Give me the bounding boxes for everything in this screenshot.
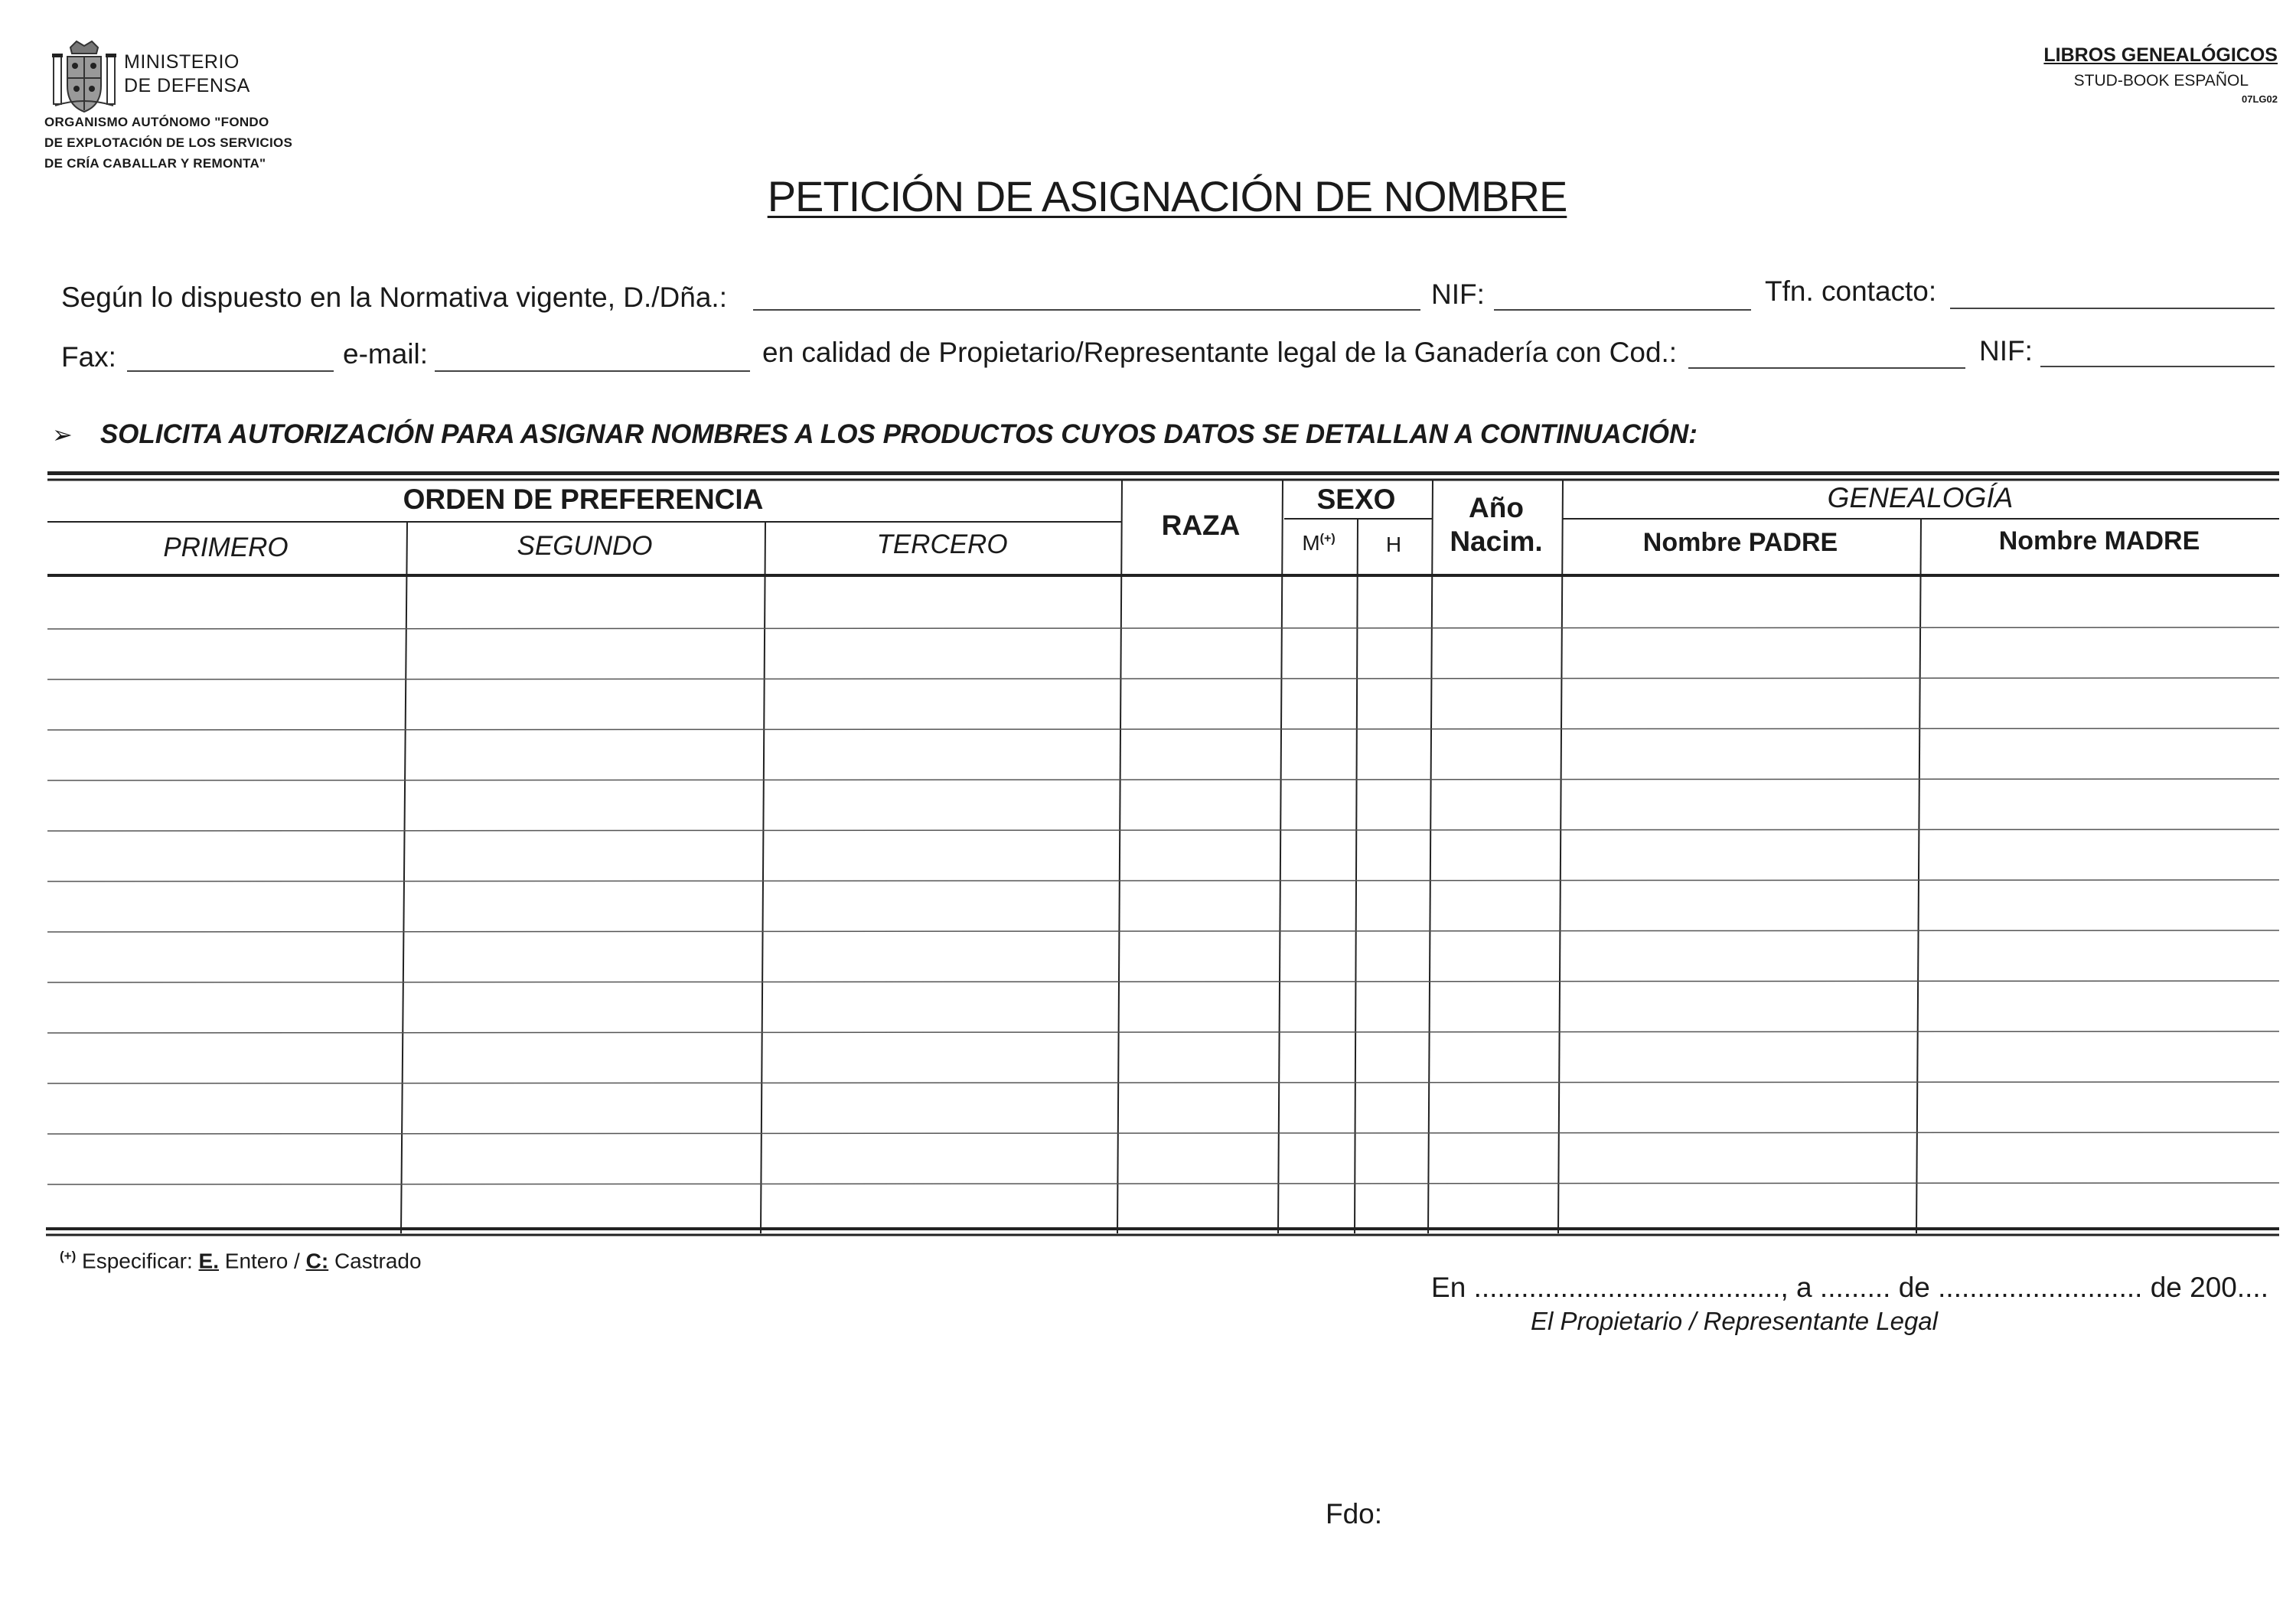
footnote-c-code: C: <box>305 1249 329 1273</box>
page-title <box>0 171 2296 221</box>
owner-name-field[interactable] <box>753 309 1420 311</box>
ano-label: Año <box>1469 492 1524 523</box>
sexo-m-label: M <box>1302 531 1320 555</box>
col-sexo: SEXO <box>1316 484 1396 515</box>
col-segundo: SEGUNDO <box>517 531 653 561</box>
products-table <box>46 471 2281 1236</box>
footnote-castrado: Castrado <box>334 1249 422 1273</box>
col-sexo-m <box>1281 531 1356 555</box>
footnote-entero: Entero / <box>224 1249 300 1273</box>
nif-label: NIF: <box>1431 279 1485 310</box>
email-label: e-mail: <box>343 338 429 370</box>
solicita-text: SOLICITA AUTORIZACIÓN PARA ASIGNAR NOMBRES A LOS PRODUCTOS CUYOS DATOS SE DETALLAN A CONTINUACIÓN: <box>99 419 1698 449</box>
ministry-line-1: MINISTERIO <box>124 51 240 73</box>
ganaderia-code-field[interactable] <box>1688 367 1965 369</box>
org-line-3: DE CRÍA CABALLAR Y REMONTA" <box>44 156 266 171</box>
organism-name <box>44 112 292 174</box>
col-nombre-madre: Nombre MADRE <box>1998 526 2200 555</box>
ministry-name <box>124 50 250 98</box>
org-line-1: ORGANISMO AUTÓNOMO "FONDO <box>44 115 269 129</box>
col-tercero: TERCERO <box>876 529 1008 559</box>
email-field[interactable] <box>435 370 750 372</box>
nacim-label: Nacim. <box>1450 526 1543 557</box>
nif-field[interactable] <box>1494 309 1751 311</box>
col-primero: PRIMERO <box>163 533 289 562</box>
page-title-text: PETICIÓN DE ASIGNACIÓN DE NOMBRE <box>767 172 1567 220</box>
sexo-footnote <box>60 1249 422 1273</box>
fax-label: Fax: <box>61 341 116 373</box>
solicita-statement <box>52 419 1698 450</box>
tfn-contacto-label: Tfn. contacto: <box>1765 275 1937 307</box>
tfn-contacto-field[interactable] <box>1950 308 2275 309</box>
ministry-line-2: DE DEFENSA <box>124 75 250 96</box>
footnote-prefix: Especificar: <box>82 1249 193 1273</box>
form-code: 07LG02 <box>2242 93 2278 105</box>
nif-2-label: NIF: <box>1979 335 2033 366</box>
ganaderia-label: en calidad de Propietario/Representante legal de la Ganadería con Cod.: <box>762 337 1678 368</box>
fax-field[interactable] <box>127 370 334 372</box>
col-ano-nacim <box>1431 491 1561 559</box>
libros-genealogicos-heading: LIBROS GENEALÓGICOS <box>2043 44 2278 66</box>
signature-label: Fdo: <box>1326 1498 1383 1529</box>
orden-preferencia-header: ORDEN DE PREFERENCIA <box>403 484 764 515</box>
org-line-2: DE EXPLOTACIÓN DE LOS SERVICIOS <box>44 135 293 150</box>
coat-of-arms-icon <box>47 40 121 116</box>
genealogia-header: GENEALOGÍA <box>1827 482 2014 513</box>
footnote-mark: (+) <box>60 1249 77 1263</box>
stud-book-subtitle: STUD-BOOK ESPAÑOL <box>2073 72 2249 90</box>
sexo-m-note-mark: (+) <box>1319 532 1336 546</box>
signer-caption: El Propietario / Representante Legal <box>1531 1307 1938 1335</box>
arrow-bullet-icon: ➢ <box>52 421 73 448</box>
col-nombre-padre: Nombre PADRE <box>1642 528 1838 557</box>
owner-intro-label: Según lo dispuesto en la Normativa vigente, D./Dña.: <box>61 282 727 313</box>
col-raza: RAZA <box>1161 510 1241 541</box>
footnote-e-code: E. <box>198 1249 219 1273</box>
col-sexo-h: H <box>1385 533 1402 556</box>
place-date-line[interactable]: En ......................................., a ......... de .......................... de 200.... <box>1431 1272 2268 1303</box>
nif-2-field[interactable] <box>2040 366 2275 367</box>
